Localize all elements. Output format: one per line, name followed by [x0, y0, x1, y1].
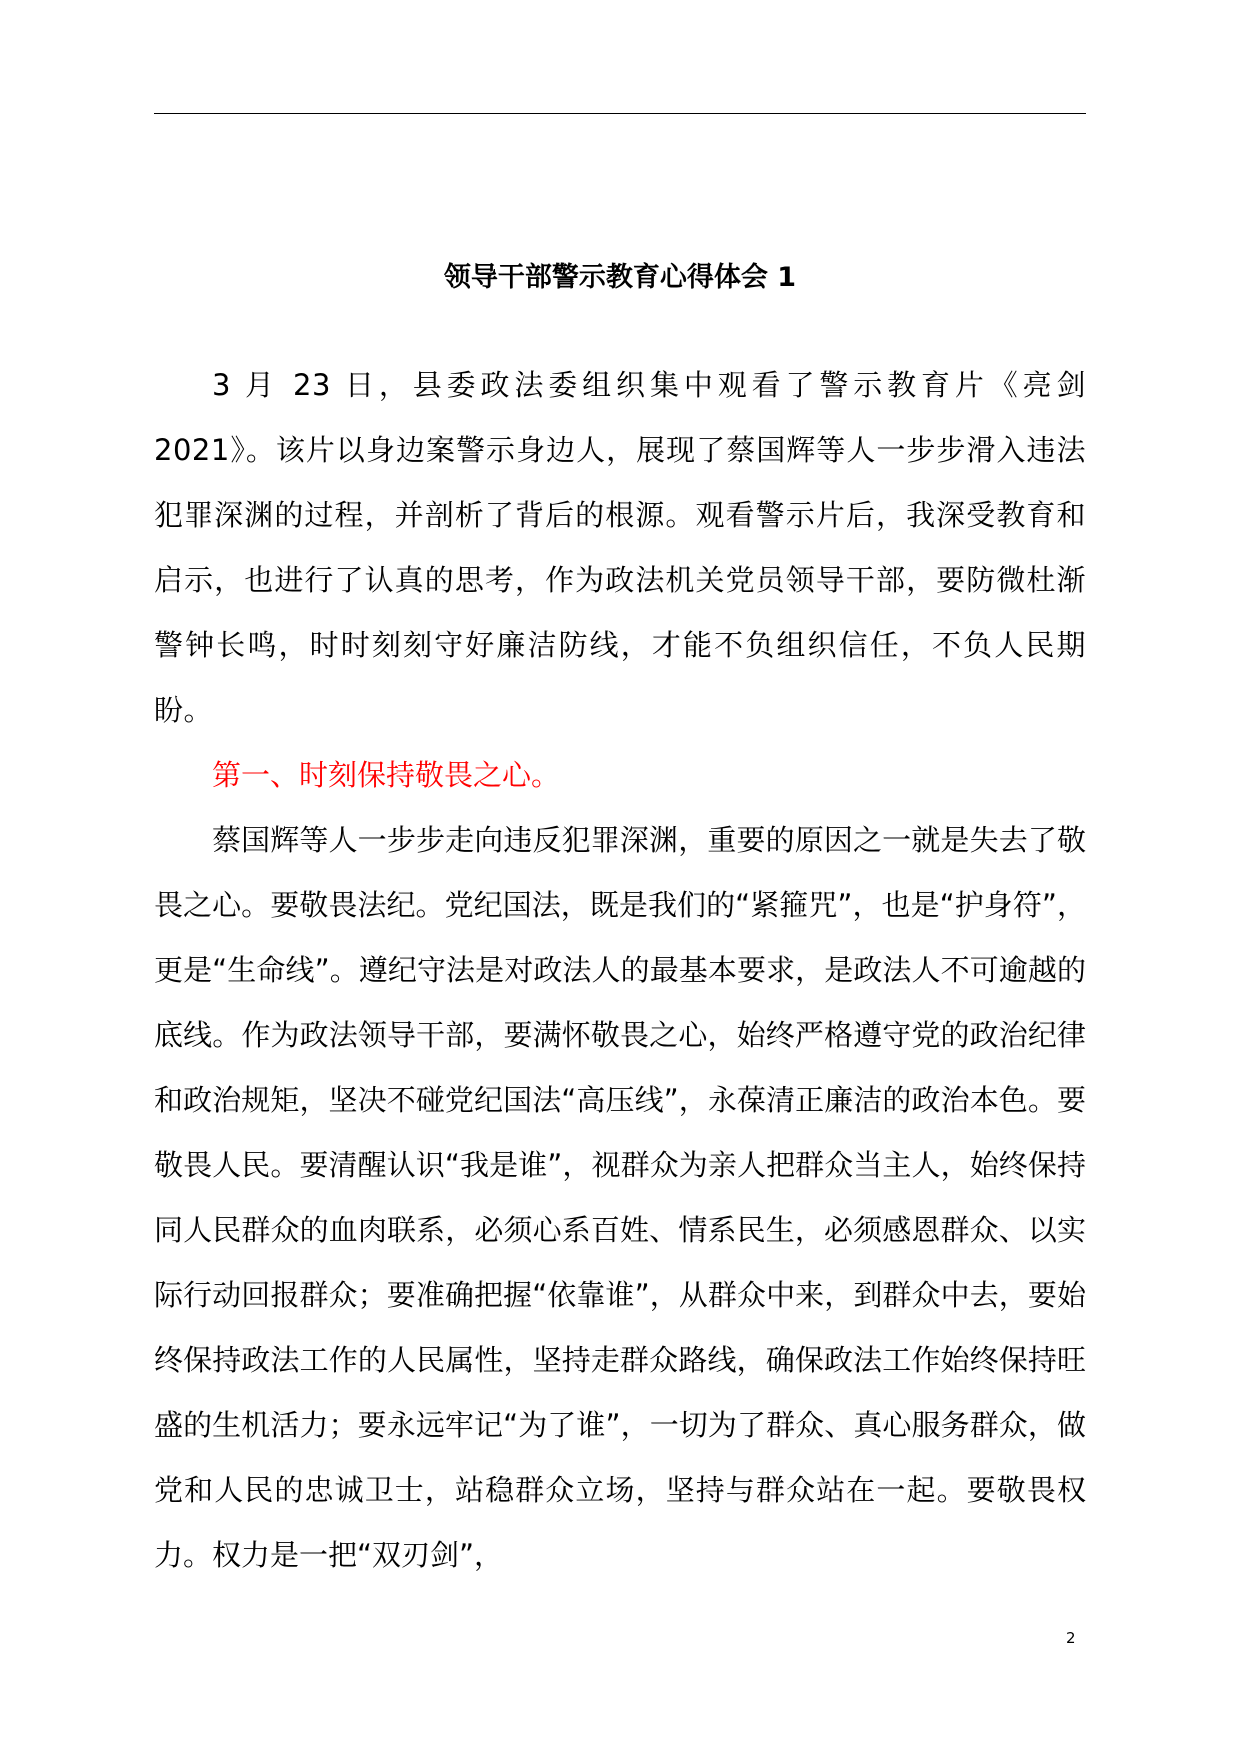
header-rule — [154, 113, 1086, 114]
page-number: 2 — [1066, 1629, 1076, 1647]
document-body — [154, 353, 1086, 1588]
section-heading: 第一、时刻保持敬畏之心。 — [212, 758, 561, 792]
intro-paragraph: 3 月 23 日，县委政法委组织集中观看了警示教育片《亮剑 2021》。该片以身边案警示身边人，展现了蔡国辉等人一步步滑入违法犯罪深渊的过程，并剖析了背后的根源。观看警示片后，我深受教育和启示，也进行了认真的思考，作为政法机关党员领导干部，要防微杜渐警钟长鸣，时时刻刻守好廉洁防线，才能不负组织信任，不负人民期盼。 — [154, 368, 1086, 727]
document-title: 领导干部警示教育心得体会 1 — [443, 262, 797, 293]
body-paragraph: 蔡国辉等人一步步走向违反犯罪深渊，重要的原因之一就是失去了敬畏之心。要敬畏法纪。党纪国法，既是我们的“紧箍咒”，也是“护身符”，更是“生命线”。遵纪守法是对政法人的最基本要求，是政法人不可逾越的底线。作为政法领导干部，要满怀敬畏之心，始终严格遵守党的政治纪律和政治规矩，坚决不碰党纪国法“高压线”，永葆清正廉洁的政治本色。要敬畏人民。要清醒认识“我是谁”，视群众为亲人把群众当主人，始终保持同人民群众的血肉联系，必须心系百姓、情系民生，必须感恩群众、以实际行动回报群众；要准确把握“依靠谁”，从群众中来，到群众中去，要始终保持政法工作的人民属性，坚持走群众路线，确保政法工作始终保持旺盛的生机活力；要永远牢记“为了谁”，一切为了群众、真心服务群众，做党和人民的忠诚卫士，站稳群众立场，坚持与群众站在一起。要敬畏权力。权力是一把“双刃剑”， — [154, 823, 1086, 1572]
